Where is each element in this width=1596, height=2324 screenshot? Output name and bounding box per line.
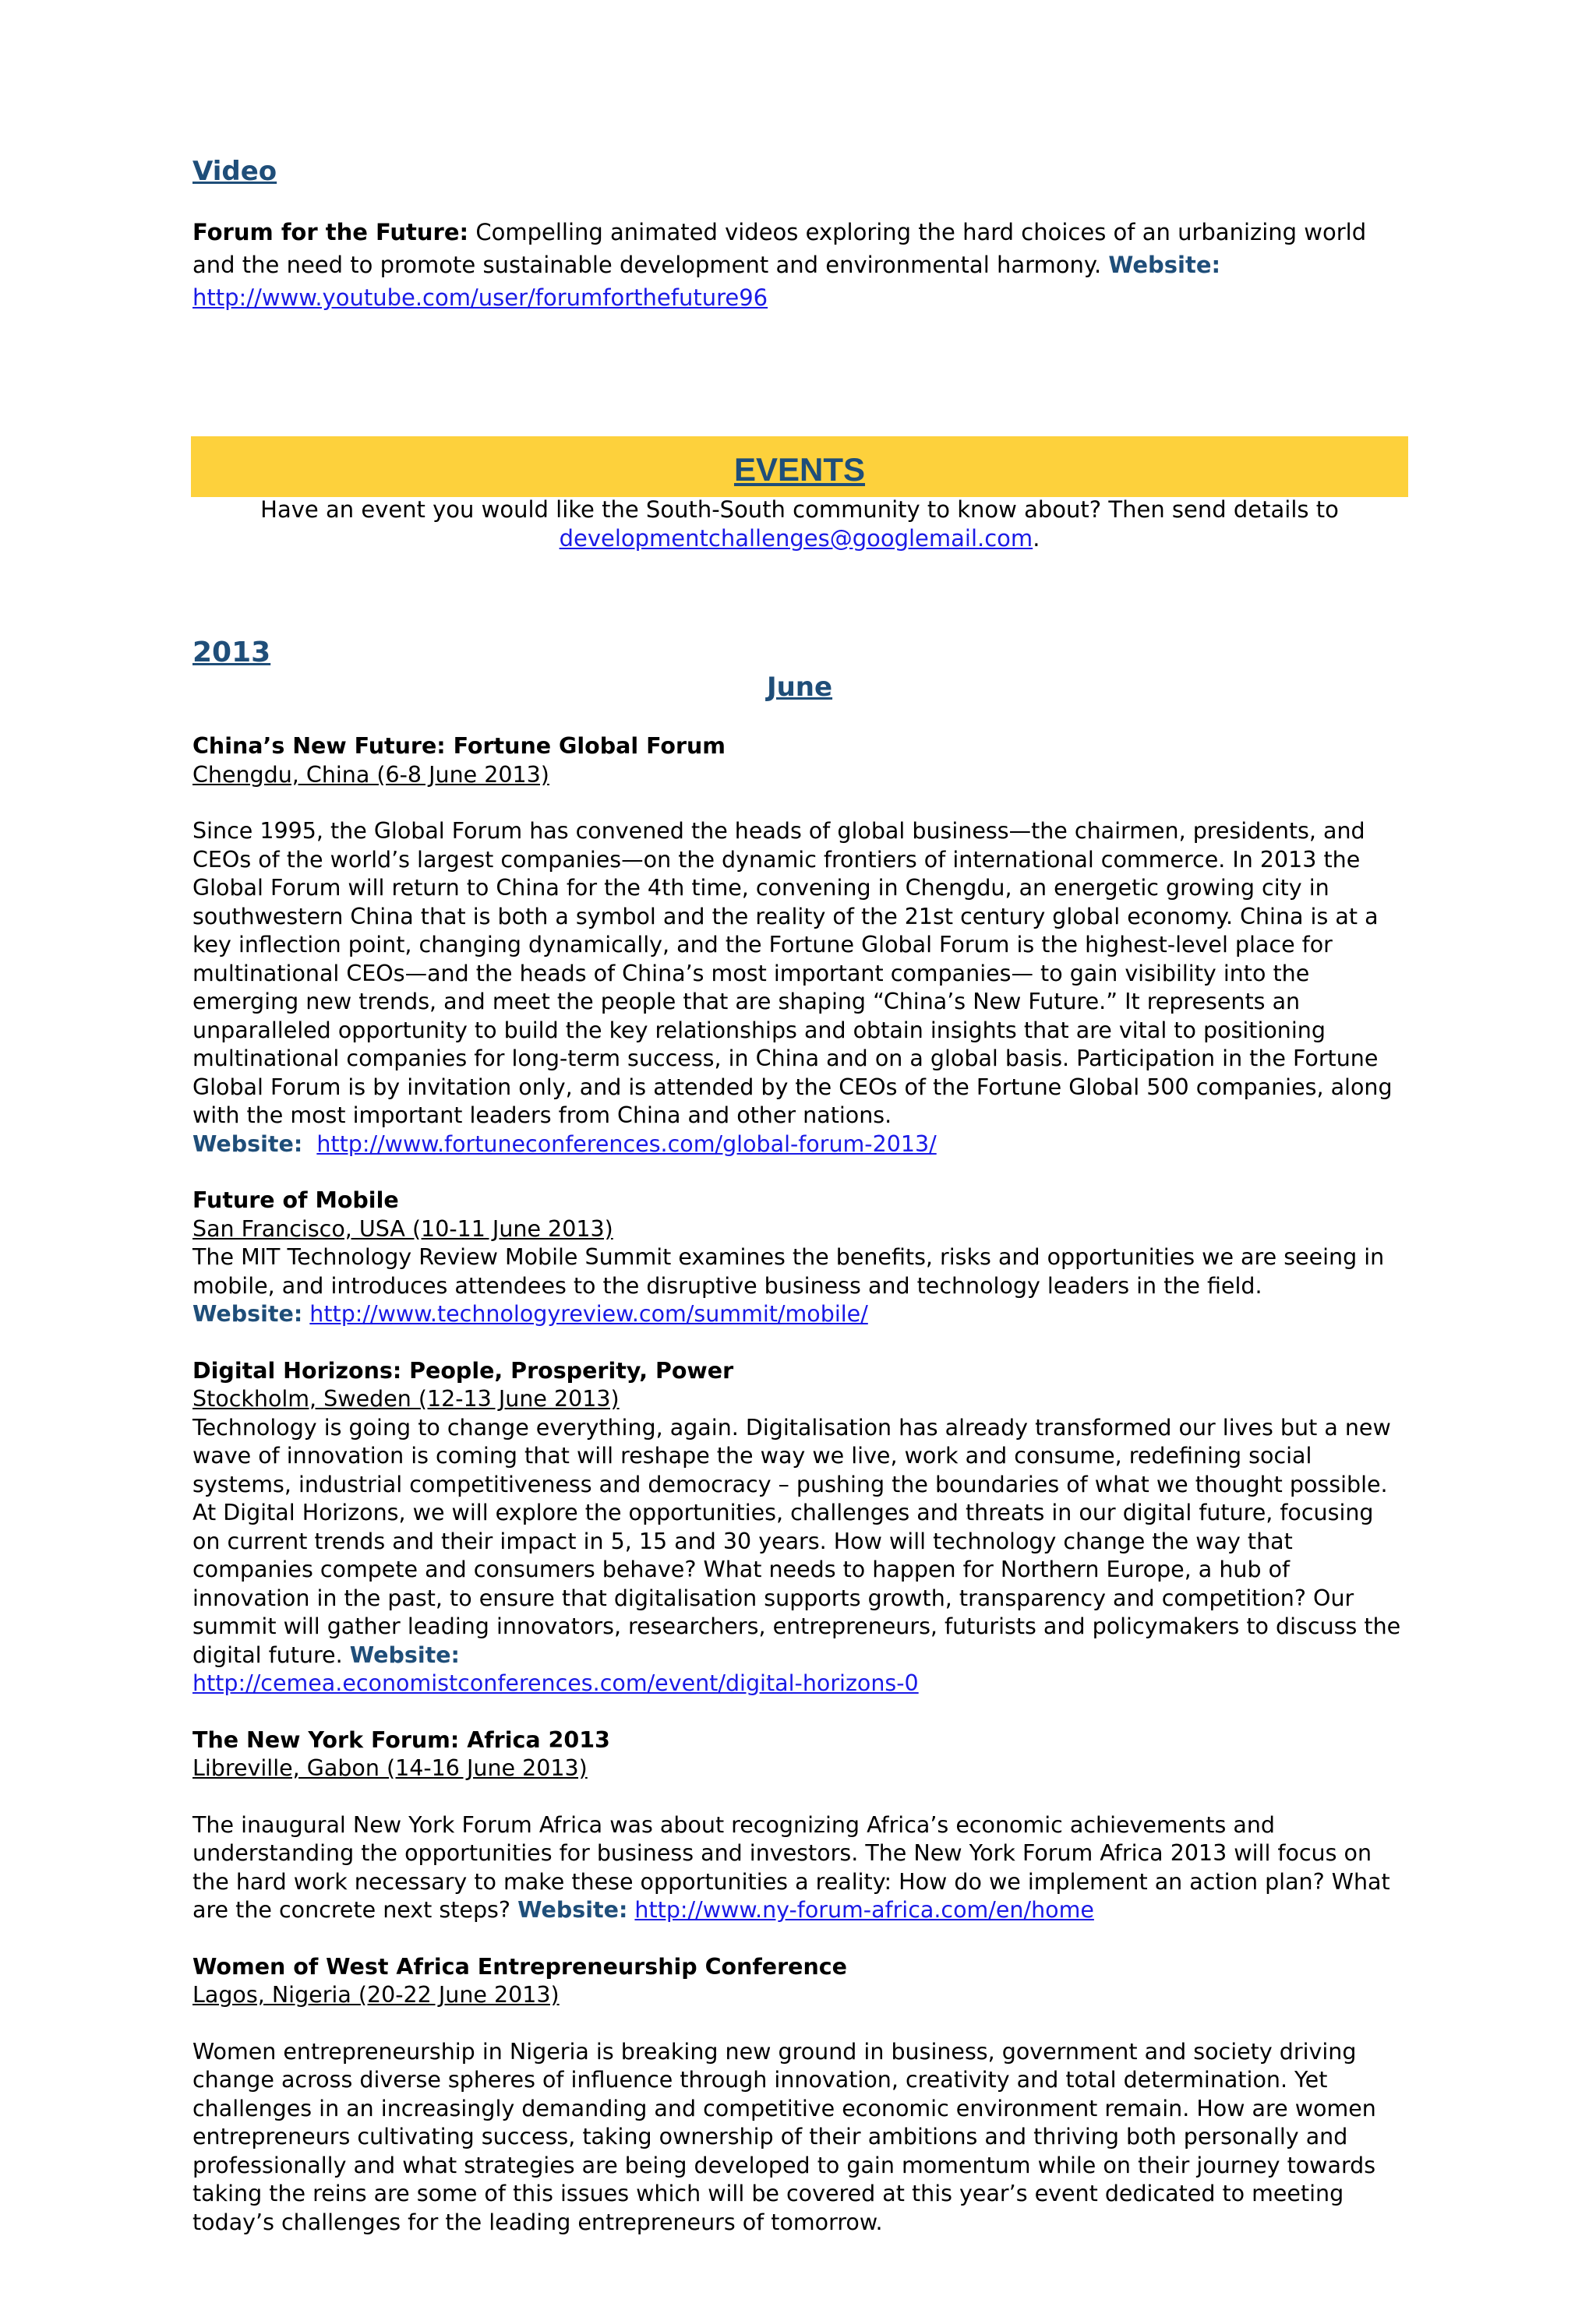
video-item — [192, 216, 1408, 314]
event-location: Libreville, Gabon (14-16 June 2013) — [192, 1755, 588, 1781]
event-website-label: Website: — [192, 1301, 303, 1327]
events-intro — [191, 495, 1408, 553]
event-description-text: The MIT Technology Review Mobile Summit examines the benefits, risks and opportunities we are seeing in mobile, and introduces attendees to the disruptive business and technology leaders in the field. — [192, 1244, 1385, 1299]
event-description — [192, 817, 1404, 1158]
event-item-women-west-africa — [192, 1953, 1404, 2238]
event-title: The New York Forum: Africa 2013 — [192, 1726, 610, 1753]
event-item-new-york-forum-africa — [192, 1726, 1404, 1925]
event-url-link[interactable]: http://www.ny-forum-africa.com/en/home — [634, 1897, 1094, 1923]
events-title: EVENTS — [733, 451, 866, 488]
video-section — [192, 156, 1408, 314]
event-description-text: Since 1995, the Global Forum has convened the heads of global business—the chairmen, presidents, and CEOs of the world’s largest companies—on the dynamic frontiers of international commerce. In 2013 the Global Forum will return to China for the 4th time, convening in Chengdu, an energetic growing city in southwestern China that is both a symbol and the reality of the 21st century global economy. China is at a key inflection point, changing dynamically, and the Fortune Global Forum is the highest-level place for multinational CEOs—and the heads of China’s most important companies— to gain visibility into the emerging new trends, and meet the people that are shaping “China’s New Future.” It represents an unparalleled opportunity to build the key relationships and obtain insights that are vital to positioning multinational companies for long-term success, in China and on a global basis. Participation in the Fortune Global Forum is by invitation only, and is attended by the CEOs of the Fortune Global 500 companies, along with the most important leaders from China and other nations. — [192, 818, 1393, 1128]
events-email-link[interactable]: developmentchallenges@googlemail.com — [559, 525, 1033, 552]
event-item-future-of-mobile — [192, 1187, 1404, 1329]
video-url-link[interactable]: http://www.youtube.com/user/forumforthefuture96 — [192, 284, 768, 311]
event-website-label: Website: — [517, 1897, 628, 1923]
event-title: China’s New Future: Fortune Global Forum — [192, 733, 726, 759]
event-url-link[interactable]: http://www.fortuneconferences.com/global-forum-2013/ — [316, 1130, 937, 1157]
events-email-suffix: . — [1033, 525, 1040, 552]
event-location: Stockholm, Sweden (12-13 June 2013) — [192, 1386, 620, 1412]
event-location: Lagos, Nigeria (20-22 June 2013) — [192, 1982, 560, 2008]
event-description-text: The inaugural New York Forum Africa was about recognizing Africa’s economic achievements and understanding the opportunities for business and investors. The New York Forum Africa 2013 will focus on the hard work necessary to make these opportunities a reality: How do we implement an action plan? What are the concrete next steps? — [192, 1811, 1390, 1923]
event-description-text: Women entrepreneurship in Nigeria is breaking new ground in business, government and society driving change across diverse spheres of influence through innovation, creativity and total determination. Yet challenges in an increasingly demanding and competitive economic environment remain. How are women entrepreneurs cultivating success, taking ownership of their ambitions and thriving both personally and professionally and what strategies are being developed to gain momentum while on their journey towards taking the reins are some of this issues which will be covered at this year’s event dedicated to meeting today’s challenges for the leading entrepreneurs of tomorrow. — [192, 2038, 1376, 2235]
event-url-link[interactable]: http://www.technologyreview.com/summit/mobile/ — [309, 1301, 868, 1327]
event-item-fortune-global-forum — [192, 732, 1404, 1158]
video-item-title: Forum for the Future: — [192, 218, 469, 245]
event-item-digital-horizons — [192, 1357, 1404, 1698]
video-heading: Video — [192, 156, 277, 187]
video-item-text: Compelling animated videos exploring the hard choices of an urbanizing world and the need to promote sustainable development and environmental harmony. — [192, 218, 1367, 278]
event-location: San Francisco, USA (10-11 June 2013) — [192, 1215, 613, 1242]
event-website-label: Website: — [349, 1642, 460, 1668]
year-heading: 2013 — [192, 637, 271, 668]
events-banner — [191, 436, 1408, 497]
events-list — [192, 732, 1404, 2265]
event-title: Future of Mobile — [192, 1187, 399, 1213]
month-heading: June — [766, 672, 833, 703]
event-location: Chengdu, China (6-8 June 2013) — [192, 761, 549, 788]
event-title: Digital Horizons: People, Prosperity, Power — [192, 1357, 734, 1384]
event-url-link[interactable]: http://cemea.economistconferences.com/event/digital-horizons-0 — [192, 1670, 919, 1696]
event-website-label: Website: — [192, 1130, 303, 1157]
event-title: Women of West Africa Entrepreneurship Conference — [192, 1953, 847, 1980]
event-description-text: Technology is going to change everything, again. Digitalisation has already transformed our lives but a new wave of innovation is coming that will reshape the way we live, work and consume, redefining social systems, industrial competitiveness and democracy – pushing the boundaries of what we thought possible. At Digital Horizons, we will explore the opportunities, challenges and threats in our digital future, focusing on current trends and their impact in 5, 15 and 30 years. How will technology change the way that companies compete and consumers behave? What needs to happen for Northern Europe, a hub of innovation in the past, to ensure that digitalisation supports growth, transparency and competition? Our summit will gather leading innovators, researchers, entrepreneurs, futurists and policymakers to discuss the digital future. — [192, 1414, 1401, 1668]
video-website-label: Website: — [1108, 251, 1221, 278]
events-intro-text: Have an event you would like the South-South community to know about? Then send details to — [260, 496, 1339, 523]
